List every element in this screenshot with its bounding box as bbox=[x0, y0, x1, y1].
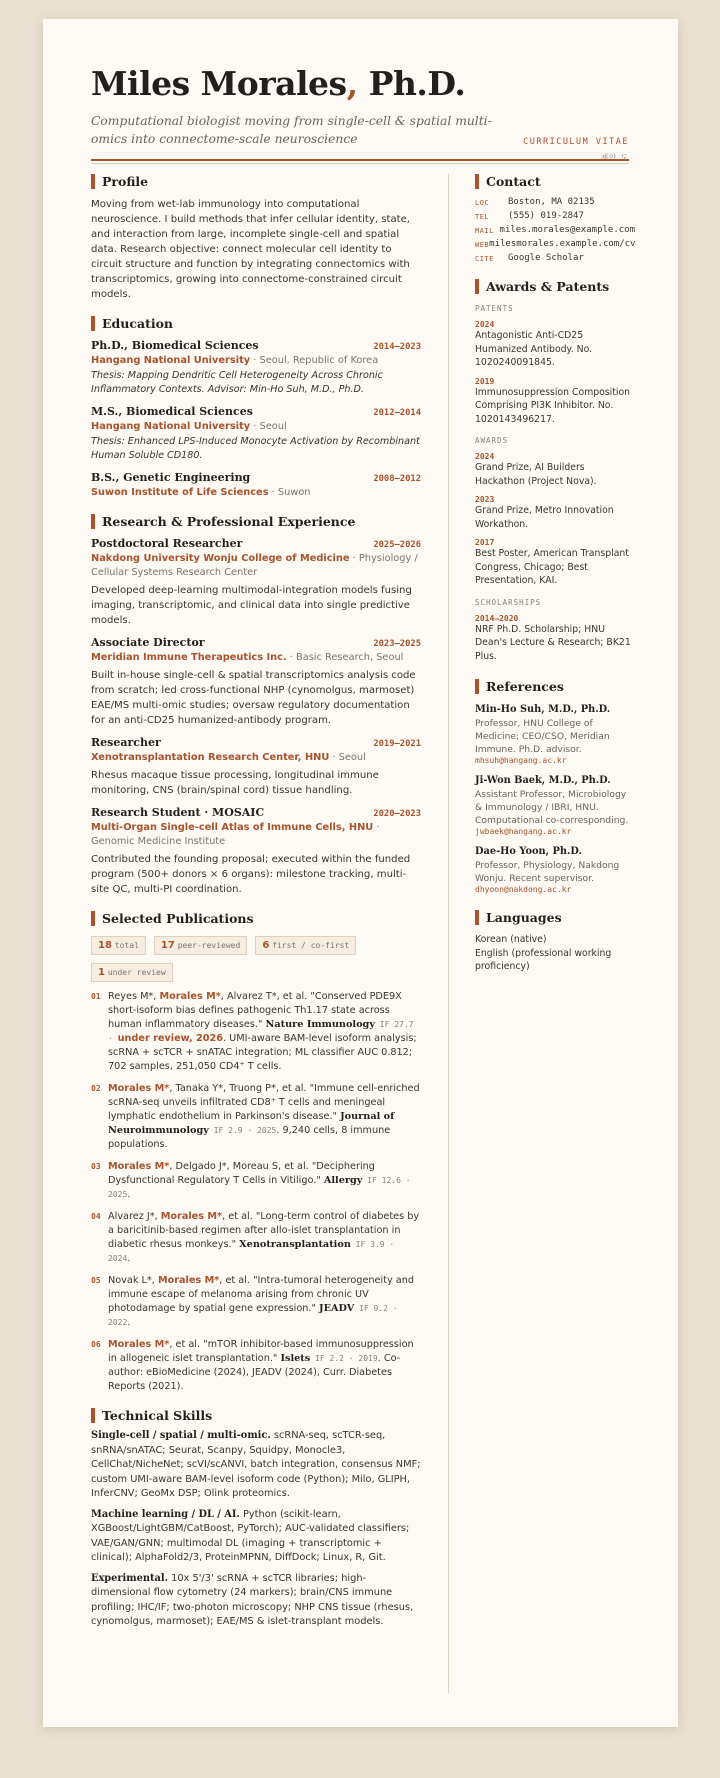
entry-title-row bbox=[91, 636, 421, 649]
skill-group bbox=[91, 1508, 421, 1566]
publication-note: . bbox=[127, 1253, 131, 1264]
organization-name: Nakdong University Wonju College of Medicine bbox=[91, 553, 350, 564]
award-text: NRF Ph.D. Scholarship; HNU Dean's Lecture & Research; BK21 Plus. bbox=[475, 623, 631, 662]
reference-item bbox=[475, 846, 635, 894]
badge-label: under review bbox=[107, 968, 166, 977]
review-status: under review, 2026 bbox=[117, 1033, 223, 1044]
skills-list bbox=[91, 1429, 421, 1630]
awards-list bbox=[475, 304, 635, 663]
publication-number: 01 bbox=[91, 992, 101, 1001]
skill-list: scRNA-seq, scTCR-seq, snRNA/snATAC; Seurat, Scanpy, Squidpy, Monocle3, CellChat/NicheNet; scVI/scANVI, batch integration, consensus NMF; custom UMI-aware BAM-level isoform code (Python); Milo, GLIPH, InferCNV; GeoMx DSP; Olink proteomics. bbox=[91, 1430, 421, 1499]
skill-category: Single-cell / spatial / multi-omic. bbox=[91, 1430, 271, 1441]
entry-organization bbox=[91, 651, 421, 665]
degree-title: M.S., Biomedical Sciences bbox=[91, 405, 253, 418]
header-rule bbox=[91, 159, 629, 161]
institution-location: · Suwon bbox=[268, 487, 311, 498]
impact-factor: IF 27.7 · bbox=[108, 1020, 414, 1043]
publication-count-badge bbox=[154, 936, 247, 955]
organization-location: · Genomic Medicine Institute bbox=[91, 822, 380, 847]
journal-name: JEADV bbox=[319, 1303, 355, 1314]
language-item: Korean (native) bbox=[475, 934, 547, 945]
profile-text: Moving from wet-lab immunology into computational neuroscience. I build methods that infer cellular identity, state, and interaction from large, incomplete single-cell and spatial data. Research objective: connect molecular cell identity to circuit structure and function by integrating connectomics with transcriptomics, growing into connectome-constrained circuit models. bbox=[91, 199, 411, 300]
contact-key: CITE bbox=[475, 255, 494, 263]
role-title: Research Student · MOSAIC bbox=[91, 806, 265, 819]
award-year: 2024 bbox=[475, 452, 495, 461]
award-item bbox=[475, 538, 635, 588]
experience-entry bbox=[91, 736, 421, 798]
role-description: Rhesus macaque tissue processing, longitudinal immune monitoring, CNS (brain/spinal cord) tissue handling. bbox=[91, 770, 379, 796]
publication-count-badge bbox=[91, 936, 146, 955]
badge-count: 17 bbox=[160, 940, 175, 951]
impact-factor: IF 12.6 · 2025 bbox=[108, 1176, 411, 1199]
entry-title-row bbox=[91, 471, 421, 484]
experience-entry bbox=[91, 537, 421, 628]
institution-name: Hangang National University bbox=[91, 355, 251, 366]
education-entry bbox=[91, 405, 421, 463]
award-item bbox=[475, 377, 635, 427]
publication-number: 05 bbox=[91, 1276, 101, 1285]
contact-key: MAIL bbox=[475, 227, 494, 235]
section-languages-title: Languages bbox=[475, 910, 635, 925]
badge-label: peer-reviewed bbox=[177, 941, 241, 950]
awards-group-label: AWARDS bbox=[475, 436, 509, 445]
section-references-title: References bbox=[475, 679, 635, 694]
contact-key: LOC bbox=[475, 199, 490, 207]
thesis-text: Thesis: Enhanced LPS-Induced Monocyte Activation by Recombinant Human Soluble CD180. bbox=[91, 436, 420, 461]
name-text: Miles Morales bbox=[91, 64, 347, 103]
skill-group bbox=[91, 1572, 421, 1630]
reference-name: Min-Ho Suh, M.D., Ph.D. bbox=[475, 704, 611, 715]
contact-value[interactable]: miles.morales@example.com bbox=[499, 225, 635, 235]
coauthors-before: Reyes M*, bbox=[108, 991, 160, 1002]
journal-name: Allergy bbox=[323, 1175, 363, 1186]
contact-key: WEB bbox=[475, 241, 490, 249]
side-column bbox=[475, 174, 635, 974]
section-contact-title: Contact bbox=[475, 174, 635, 189]
citation-text: , Delgado J*, Moreau S, et al. "Deciphering Dysfunctional Regulatory T Cells in Vitiligo." bbox=[108, 1161, 375, 1186]
institution-location: · Seoul, Republic of Korea bbox=[250, 355, 379, 366]
cv-page bbox=[43, 19, 678, 1727]
organization-name: Xenotransplantation Research Center, HNU bbox=[91, 752, 330, 763]
publication-item bbox=[91, 1160, 421, 1202]
organization-location: · Basic Research, Seoul bbox=[286, 652, 404, 663]
experience-list bbox=[91, 537, 421, 897]
publication-note: . Co-author: eBioMedicine (2024), JEADV (2024), Curr. Diabetes Reports (2021). bbox=[108, 1353, 401, 1392]
impact-factor: IF 3.9 · 2024 bbox=[108, 1240, 395, 1263]
entry-dates: 2012–2014 bbox=[373, 408, 421, 418]
skill-group bbox=[91, 1429, 421, 1502]
journal-name: Nature Immunology bbox=[265, 1019, 375, 1030]
tagline: Computational biologist moving from single-cell & spatial multi-omics into connectome-scale neuroscience bbox=[91, 114, 492, 147]
publication-count-badge bbox=[91, 963, 173, 982]
institution-name: Suwon Institute of Life Sciences bbox=[91, 487, 269, 498]
award-text: Antagonistic Anti-CD25 Humanized Antibody. No. 1020240091845. bbox=[475, 330, 593, 368]
entry-organization bbox=[91, 354, 421, 368]
name-comma: , bbox=[346, 64, 358, 103]
contact-list bbox=[475, 197, 635, 263]
contact-value[interactable]: (555) 019-2847 bbox=[508, 211, 584, 221]
publication-number: 04 bbox=[91, 1212, 101, 1221]
skill-list: Python (scikit-learn, XGBoost/LightGBM/CatBoost, PyTorch); AUC-validated classifiers; VAE/GAN/GNN; multimodal DL (imaging + transcriptomic + clinical); AlphaFold2/3, ProteinMPNN, DiffDock; Linux, R, Git. bbox=[91, 1508, 410, 1563]
column-divider bbox=[448, 174, 449, 1694]
citation-text: , et al. "Intra-tumoral heterogeneity and immune escape of melanoma arising from chronic UV photodamage by spatial gene expression." bbox=[108, 1275, 415, 1314]
degree-title: B.S., Genetic Engineering bbox=[91, 471, 251, 484]
entry-dates: 2025–2026 bbox=[373, 540, 421, 550]
author-self: Morales M* bbox=[160, 1211, 223, 1222]
citation-text: , Alvarez T*, et al. "Conserved PDE9X short-isoform bias defines pathogenic Th1.17 state across human inflammatory diseases." bbox=[108, 991, 402, 1030]
contact-row bbox=[475, 225, 635, 235]
entry-organization bbox=[91, 552, 421, 580]
publication-citation bbox=[108, 990, 421, 1074]
institution-location: · Seoul bbox=[250, 421, 287, 432]
publication-number: 02 bbox=[91, 1084, 101, 1093]
award-text: Grand Prize, AI Builders Hackathon (Project Nova). bbox=[475, 462, 597, 487]
skill-list: 10x 5'/3' scRNA + scTCR libraries; high-dimensional flow cytometry (24 markers); brain/CNS immune profiling; IHC/IF; two-photon microscopy; NHP CNS tissue (rhesus, cynomolgus, marmoset); EAE/MS & islet-transplant models. bbox=[91, 1572, 414, 1627]
main-column bbox=[91, 174, 421, 1630]
badge-count: 18 bbox=[98, 940, 112, 951]
publication-citation bbox=[108, 1338, 421, 1394]
publication-note: . bbox=[127, 1189, 131, 1200]
entry-title-row bbox=[91, 339, 421, 352]
entry-dates: 2014–2023 bbox=[373, 342, 421, 352]
entry-dates: 2023–2025 bbox=[373, 639, 421, 649]
role-title: Researcher bbox=[91, 736, 161, 749]
reference-name: Ji-Won Baek, M.D., Ph.D. bbox=[475, 775, 611, 786]
publication-item bbox=[91, 1210, 421, 1266]
award-text: Best Poster, American Transplant Congress, Chicago; Best Presentation, KAI. bbox=[475, 548, 629, 586]
citation-text: , Tanaka Y*, Truong P*, et al. "Immune cell-enriched scRNA-seq unveils infiltrated CD8⁺ T cells and meningeal lymphatic endothelium in Parkinson's disease." bbox=[108, 1083, 420, 1122]
role-description: Contributed the founding proposal; executed within the funded program (500+ donors × 6 organs): milestone tracking, multi-site QC, multi-PI coordination. bbox=[91, 854, 411, 895]
publication-badges bbox=[91, 936, 421, 982]
author-self: Morales M* bbox=[159, 991, 221, 1002]
awards-group-label: SCHOLARSHIPS bbox=[475, 597, 542, 607]
entry-organization bbox=[91, 420, 421, 434]
awards-group-label: PATENTS bbox=[475, 304, 514, 313]
section-experience-title: Research & Professional Experience bbox=[91, 514, 421, 529]
badge-count: 6 bbox=[262, 940, 270, 951]
citation-text: , et al. "Long-term control of diabetes by a baricitinib-based regimen after allo-islet transplantation in diabetic rhesus monkeys." bbox=[108, 1211, 420, 1250]
contact-row bbox=[475, 253, 635, 263]
role-description: Developed deep-learning multimodal-integration models fusing imaging, transcriptomic, and clinical data into single predictive models. bbox=[91, 585, 412, 626]
institution-name: Hangang National University bbox=[91, 421, 251, 432]
organization-name: Meridian Immune Therapeutics Inc. bbox=[91, 652, 287, 663]
education-list bbox=[91, 339, 421, 500]
award-text: Immunosuppression Composition Comprising PI3K Inhibitor. No. 1020143496217. bbox=[475, 386, 631, 425]
cv-sub: 제안 도 bbox=[600, 153, 629, 162]
author-self: Morales M* bbox=[157, 1275, 220, 1286]
reference-email[interactable]: jwbaek@hangang.ac.kr bbox=[475, 827, 572, 836]
entry-title-row bbox=[91, 405, 421, 418]
thesis-text: Thesis: Mapping Dendritic Cell Heterogeneity Across Chronic Inflammatory Contexts. Advisor: Min-Ho Suh, M.D., Ph.D. bbox=[91, 370, 383, 395]
impact-factor: IF 2.9 · 2025 bbox=[208, 1126, 277, 1135]
publication-item bbox=[91, 1274, 421, 1330]
award-year: 2023 bbox=[475, 495, 495, 504]
reference-item bbox=[475, 704, 635, 765]
award-item bbox=[475, 320, 635, 370]
reference-description: Professor, Physiology, Nakdong Wonju. Recent supervisor. bbox=[475, 860, 620, 884]
publication-citation bbox=[108, 1160, 421, 1202]
experience-entry bbox=[91, 636, 421, 728]
reference-name: Dae-Ho Yoon, Ph.D. bbox=[475, 846, 582, 857]
languages-list bbox=[475, 933, 635, 974]
publication-note: . bbox=[127, 1317, 131, 1328]
entry-title-row bbox=[91, 736, 421, 749]
contact-value: Boston, MA 02135 bbox=[508, 197, 595, 207]
entry-dates: 2008–2012 bbox=[373, 474, 421, 484]
publication-number: 06 bbox=[91, 1340, 101, 1349]
role-title: Associate Director bbox=[91, 636, 205, 649]
section-awards-title: Awards & Patents bbox=[475, 279, 635, 294]
publication-item bbox=[91, 1082, 421, 1152]
award-year: 2024 bbox=[475, 320, 495, 329]
publication-citation bbox=[108, 1274, 421, 1330]
contact-row bbox=[475, 239, 635, 249]
journal-name: Xenotransplantation bbox=[239, 1239, 351, 1250]
contact-row bbox=[475, 211, 635, 221]
degree-title: Ph.D., Biomedical Sciences bbox=[91, 339, 259, 352]
author-self: Morales M* bbox=[108, 1083, 170, 1094]
skill-category: Machine learning / DL / AI. bbox=[91, 1508, 240, 1520]
experience-entry bbox=[91, 806, 421, 897]
author-self: Morales M* bbox=[108, 1339, 170, 1350]
publication-citation bbox=[108, 1082, 421, 1152]
publication-note: . 9,240 cells, 8 immune populations. bbox=[108, 1125, 391, 1150]
award-item bbox=[475, 495, 635, 531]
publication-item bbox=[91, 990, 421, 1074]
organization-name: Multi-Organ Single-cell Atlas of Immune Cells, HNU bbox=[91, 822, 374, 833]
award-year: 2019 bbox=[475, 376, 495, 386]
education-entry bbox=[91, 471, 421, 500]
award-item bbox=[475, 452, 635, 488]
journal-name: Islets bbox=[280, 1353, 311, 1364]
name-suffix: Ph.D. bbox=[357, 64, 466, 103]
role-description: Built in-house single-cell & spatial transcriptomics analysis code from scratch; led cross-functional NHP (cynomolgus, marmoset) EAE/MS multi-omic studies; oversaw regulatory documentation for an anti-CD25 humanized-antibody program. bbox=[91, 670, 416, 726]
organization-location: · Seoul bbox=[329, 752, 366, 763]
section-publications-title: Selected Publications bbox=[91, 911, 421, 926]
cv-label: CURRICULUM VITAE bbox=[523, 137, 629, 147]
header-rule-thin bbox=[91, 163, 629, 164]
citation-text: , et al. "mTOR inhibitor-based immunosuppression in allogeneic islet transplantation." bbox=[108, 1339, 414, 1364]
contact-value[interactable]: milesmorales.example.com/cv bbox=[489, 239, 636, 249]
reference-description: Professor, HNU College of Medicine; CEO/CSO, Meridian Immune. Ph.D. advisor. bbox=[475, 718, 610, 755]
publication-note: . UMI-aware BAM-level isoform analysis; scRNA + scTCR + snATAC integration; ML classifier AUC 0.812; 702 samples, 251,050 CD4⁺ T cells. bbox=[108, 1033, 417, 1072]
section-education-title: Education bbox=[91, 316, 421, 331]
entry-title-row bbox=[91, 806, 421, 819]
reference-item bbox=[475, 775, 635, 836]
entry-dates: 2020–2023 bbox=[373, 809, 421, 819]
publication-citation bbox=[108, 1210, 421, 1266]
entry-organization bbox=[91, 486, 421, 500]
award-year: 2014–2020 bbox=[475, 613, 519, 623]
badge-count: 1 bbox=[98, 967, 105, 978]
cv-header bbox=[91, 64, 629, 162]
reference-description: Assistant Professor, Microbiology & Immunology / IBRI, HNU. Computational co-corresponding. bbox=[475, 789, 629, 826]
education-entry bbox=[91, 339, 421, 397]
impact-factor: IF 9.2 · 2022 bbox=[108, 1304, 398, 1327]
badge-label: first / co-first bbox=[272, 941, 350, 950]
publication-count-badge bbox=[255, 936, 356, 955]
skill-category: Experimental. bbox=[91, 1572, 169, 1584]
reference-email[interactable]: mhsuh@hangang.ac.kr bbox=[475, 756, 567, 765]
contact-key: TEL bbox=[475, 213, 490, 221]
author-self: Morales M* bbox=[108, 1161, 170, 1172]
coauthors-before: Novak L*, bbox=[108, 1275, 158, 1286]
references-list bbox=[475, 704, 635, 894]
publication-list bbox=[91, 990, 421, 1394]
entry-title-row bbox=[91, 537, 421, 550]
impact-factor: IF 2.2 · 2019 bbox=[310, 1354, 378, 1363]
contact-row bbox=[475, 197, 635, 207]
badge-label: total bbox=[114, 941, 139, 950]
reference-email[interactable]: dhyoon@nakdong.ac.kr bbox=[475, 885, 572, 894]
contact-value[interactable]: Google Scholar bbox=[508, 253, 584, 263]
full-name bbox=[91, 64, 629, 103]
award-text: Grand Prize, Metro Innovation Workathon. bbox=[475, 505, 614, 530]
role-title: Postdoctoral Researcher bbox=[91, 537, 243, 550]
entry-organization bbox=[91, 821, 421, 849]
journal-name: Journal of Neuroimmunology bbox=[108, 1111, 395, 1136]
language-item: English (professional working proficiency) bbox=[475, 947, 612, 972]
coauthors-before: Alvarez J*, bbox=[108, 1211, 161, 1222]
award-item bbox=[475, 614, 635, 664]
entry-dates: 2019–2021 bbox=[373, 739, 421, 749]
publication-item bbox=[91, 1338, 421, 1394]
section-skills-title: Technical Skills bbox=[91, 1408, 421, 1423]
entry-organization bbox=[91, 751, 421, 765]
organization-location: · Physiology / Cellular Systems Research Center bbox=[91, 553, 418, 578]
section-profile-title: Profile bbox=[91, 174, 421, 189]
publication-number: 03 bbox=[91, 1162, 101, 1171]
award-year: 2017 bbox=[475, 538, 495, 547]
